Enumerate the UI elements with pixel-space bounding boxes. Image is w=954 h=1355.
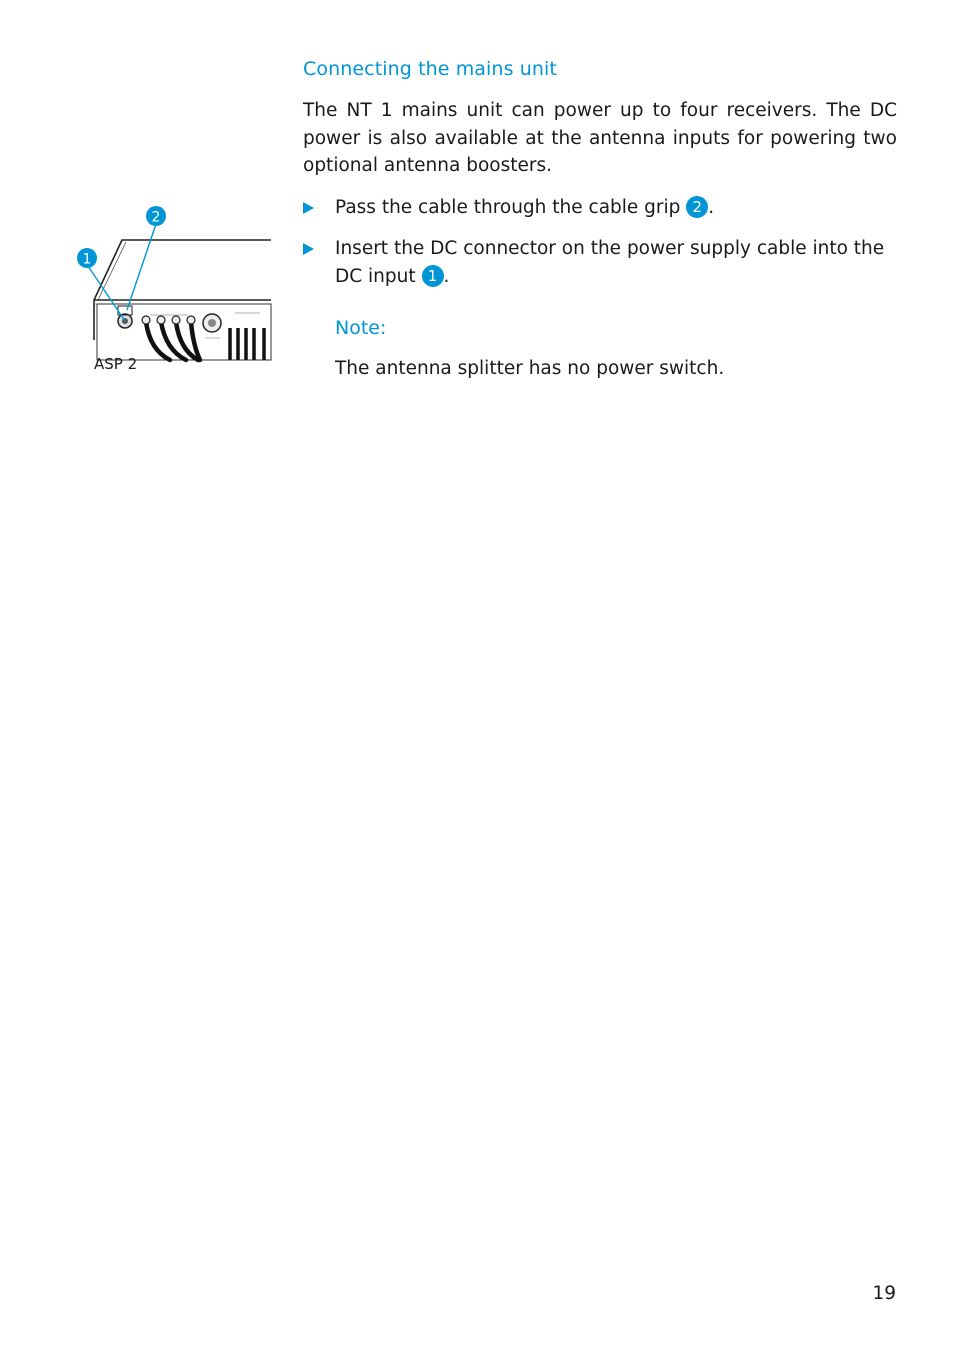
callout-number: 1 (422, 265, 444, 287)
step-text: Insert the DC connector on the power supply cable into the DC input 1 . (335, 238, 885, 287)
callout-2: 2 (151, 209, 161, 226)
bullet-arrow-icon (303, 243, 314, 255)
bullet-arrow-icon (303, 202, 314, 214)
callout-number: 2 (686, 196, 708, 218)
step-item (303, 194, 897, 224)
note-text: The antenna splitter has no power switch. (335, 358, 725, 379)
intro-paragraph: The NT 1 mains unit can power up to four receivers. The DC power is also available at the antenna inputs for powering two optional antenna boosters. (303, 100, 897, 176)
callout-1: 1 (82, 251, 92, 268)
note-label: Note: (335, 317, 387, 339)
step-text: Pass the cable through the cable grip 2 . (335, 197, 715, 218)
section-heading: Connecting the mains unit (303, 58, 557, 80)
figure-caption: ASP 2 (94, 355, 138, 373)
page-number: 19 (872, 1283, 896, 1304)
step-item (303, 235, 897, 295)
